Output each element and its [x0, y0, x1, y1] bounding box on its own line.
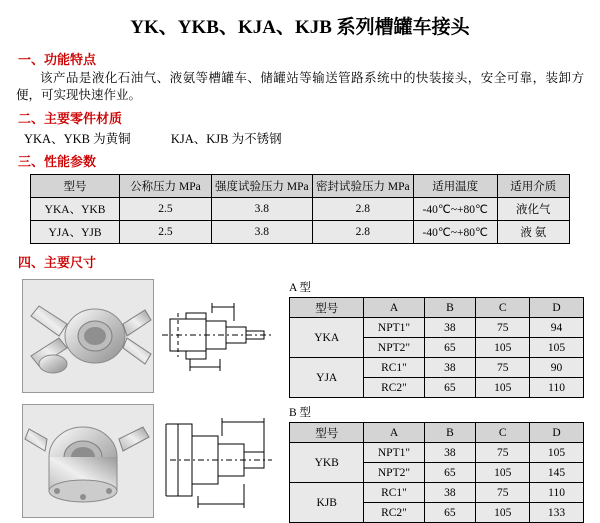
dim-a-col-4: D [530, 298, 584, 318]
page-title: YK、YKB、KJA、KJB 系列槽罐车接头 [130, 17, 470, 38]
dimension-block-a [22, 279, 600, 398]
dim-a-r1-c4: 105 [530, 338, 584, 358]
features-paragraph: 该产品是液化石油气、液氨等槽罐车、储罐站等输送管路系统中的快装接头，安全可靠，装卸方便，可实现快速作业。 [16, 71, 584, 102]
dim-a-r0-c3: 75 [476, 318, 530, 338]
dim-b-r2-c1: RC1" [364, 483, 424, 503]
dim-a-col-0: 型号 [290, 298, 364, 318]
type-label-b: B 型 [289, 407, 312, 419]
dim-b-model-1: KJB [290, 483, 364, 523]
dim-a-r0-c2: 38 [424, 318, 476, 338]
dim-a-r0-c4: 94 [530, 318, 584, 338]
perf-col-1: 公称压力 MPa [120, 175, 212, 198]
dim-b-col-3: C [476, 423, 530, 443]
dim-a-r2-c3: 75 [476, 358, 530, 378]
dim-b-r1-c3: 105 [476, 463, 530, 483]
dim-b-r3-c1: RC2" [364, 503, 424, 523]
perf-col-3: 密封试验压力 MPa [312, 175, 413, 198]
technical-drawing-b [160, 404, 275, 516]
dim-a-r3-c3: 105 [476, 378, 530, 398]
dim-a-r3-c1: RC2" [364, 378, 424, 398]
dim-a-model-0: YKA [290, 318, 364, 358]
dim-a-r3-c4: 110 [530, 378, 584, 398]
dim-a-col-2: B [424, 298, 476, 318]
dim-b-col-2: B [424, 423, 476, 443]
type-label-a: A 型 [289, 282, 312, 294]
dim-a-r1-c2: 65 [424, 338, 476, 358]
dimension-table-a-wrap [289, 279, 584, 398]
dim-b-col-0: 型号 [290, 423, 364, 443]
dim-a-model-1: YJA [290, 358, 364, 398]
dim-a-r2-c1: RC1" [364, 358, 424, 378]
dimension-table-a [289, 297, 584, 398]
dim-b-r0-c2: 38 [424, 443, 476, 463]
dim-b-r0-c1: NPT1" [364, 443, 424, 463]
table-row [31, 198, 570, 221]
perf-r1-c0: YJA、YJB [31, 221, 120, 244]
material-left: YKA、YKB 为黄铜 [24, 132, 131, 146]
perf-r1-c5: 液 氨 [497, 221, 569, 244]
performance-table [30, 174, 570, 244]
dim-b-r3-c3: 105 [476, 503, 530, 523]
table-row [290, 483, 584, 503]
perf-r1-c2: 3.8 [211, 221, 312, 244]
table-row [290, 358, 584, 378]
dim-b-r1-c1: NPT2" [364, 463, 424, 483]
table-header-row [290, 423, 584, 443]
table-row [290, 318, 584, 338]
perf-col-2: 强度试验压力 MPa [211, 175, 312, 198]
dimension-block-b [22, 404, 600, 523]
dimension-table-b-wrap [289, 404, 584, 523]
dim-a-r1-c3: 105 [476, 338, 530, 358]
dim-b-r2-c2: 38 [424, 483, 476, 503]
technical-drawing-a [160, 279, 275, 391]
material-line [24, 129, 600, 147]
section-heading-performance: 三、性能参数 [18, 154, 97, 169]
dim-b-r3-c2: 65 [424, 503, 476, 523]
perf-r0-c2: 3.8 [211, 198, 312, 221]
material-right: KJA、KJB 为不锈钢 [170, 132, 282, 146]
dim-a-r1-c1: NPT2" [364, 338, 424, 358]
dim-a-col-3: C [476, 298, 530, 318]
dim-b-r1-c4: 145 [530, 463, 584, 483]
dimension-table-b [289, 422, 584, 523]
dim-b-r0-c3: 75 [476, 443, 530, 463]
dim-a-col-1: A [364, 298, 424, 318]
section-heading-features: 一、功能特点 [18, 52, 97, 67]
product-photo-b [22, 404, 154, 518]
section-heading-material: 二、主要零件材质 [18, 111, 123, 126]
dim-a-r0-c1: NPT1" [364, 318, 424, 338]
perf-r0-c5: 液化气 [497, 198, 569, 221]
perf-r0-c1: 2.5 [120, 198, 212, 221]
table-header-row [290, 298, 584, 318]
performance-table-wrap [30, 174, 600, 244]
perf-r0-c4: -40℃~+80℃ [413, 198, 497, 221]
perf-col-4: 适用温度 [413, 175, 497, 198]
perf-r0-c0: YKA、YKB [31, 198, 120, 221]
dim-b-r3-c4: 133 [530, 503, 584, 523]
perf-r0-c3: 2.8 [312, 198, 413, 221]
perf-r1-c1: 2.5 [120, 221, 212, 244]
dimension-area [0, 279, 600, 523]
dim-a-r2-c4: 90 [530, 358, 584, 378]
dim-b-r2-c3: 75 [476, 483, 530, 503]
perf-r1-c4: -40℃~+80℃ [413, 221, 497, 244]
perf-col-5: 适用介质 [497, 175, 569, 198]
table-header-row [31, 175, 570, 198]
dim-b-r0-c4: 105 [530, 443, 584, 463]
section-heading-dimensions: 四、主要尺寸 [18, 255, 97, 270]
dim-b-r2-c4: 110 [530, 483, 584, 503]
dim-a-r3-c2: 65 [424, 378, 476, 398]
table-row [290, 443, 584, 463]
perf-r1-c3: 2.8 [312, 221, 413, 244]
perf-col-0: 型号 [31, 175, 120, 198]
product-photo-a [22, 279, 154, 393]
table-row [31, 221, 570, 244]
dim-b-r1-c2: 65 [424, 463, 476, 483]
dim-b-col-1: A [364, 423, 424, 443]
dim-b-model-0: YKB [290, 443, 364, 483]
dim-a-r2-c2: 38 [424, 358, 476, 378]
dim-b-col-4: D [530, 423, 584, 443]
